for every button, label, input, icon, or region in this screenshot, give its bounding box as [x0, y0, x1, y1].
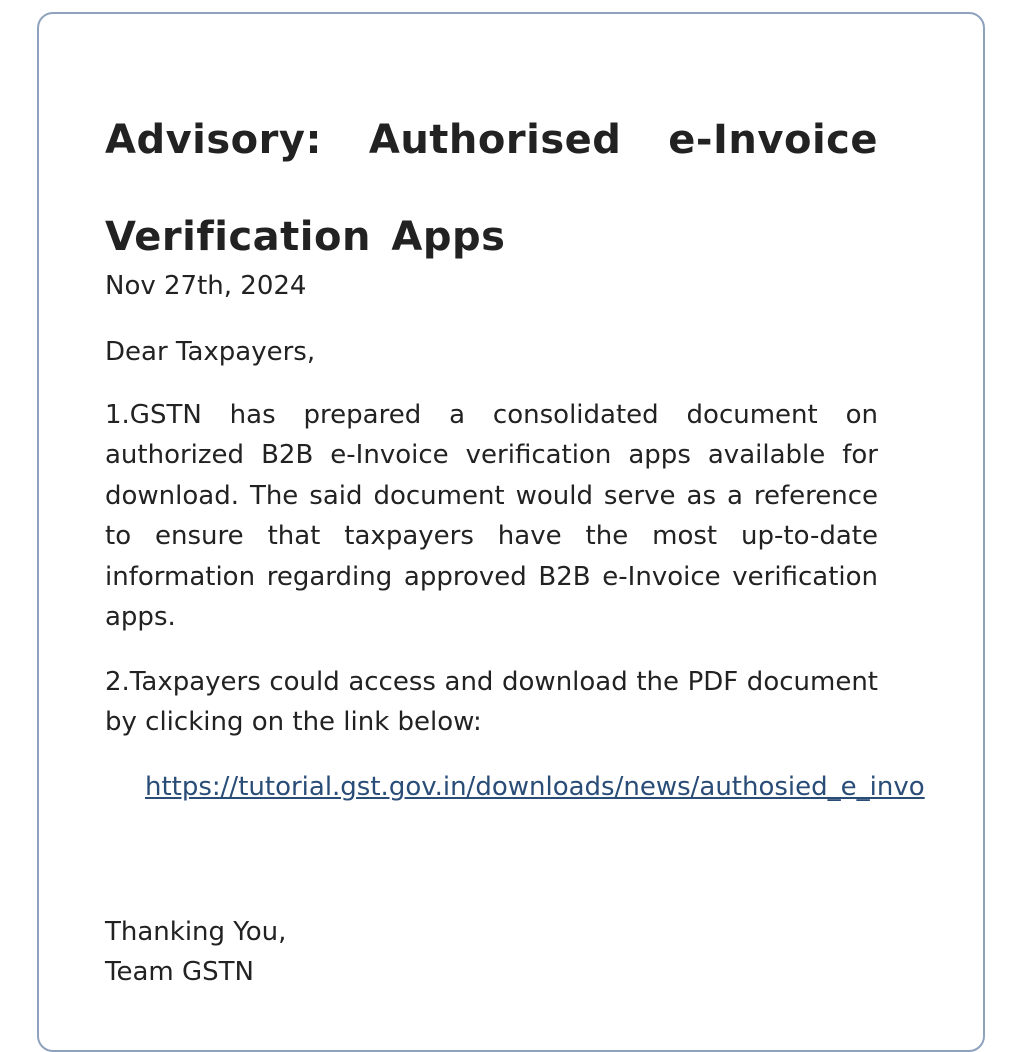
paragraph-1: 1.GSTN has prepared a consolidated document on authorized B2B e-Invoice verification apps available for download. The said document would serve as a reference to ensure that taxpayers have the most up-to-date information regarding approved B2B e-Invoice verification apps.	[105, 400, 878, 633]
sign-off	[105, 912, 878, 993]
closing: Thanking You,	[105, 917, 287, 947]
paragraph-2: 2.Taxpayers could access and download the PDF document by clicking on the link below:	[105, 667, 878, 738]
date: Nov 27th, 2024	[105, 271, 307, 301]
pdf-download-link[interactable]: https://tutorial.gst.gov.in/downloads/news/authosied_e_invo	[145, 772, 925, 802]
greeting: Dear Taxpayers,	[105, 337, 316, 367]
page-title: Advisory: Authorised e-Invoice Verification Apps	[105, 117, 878, 260]
signature: Team GSTN	[105, 957, 254, 988]
